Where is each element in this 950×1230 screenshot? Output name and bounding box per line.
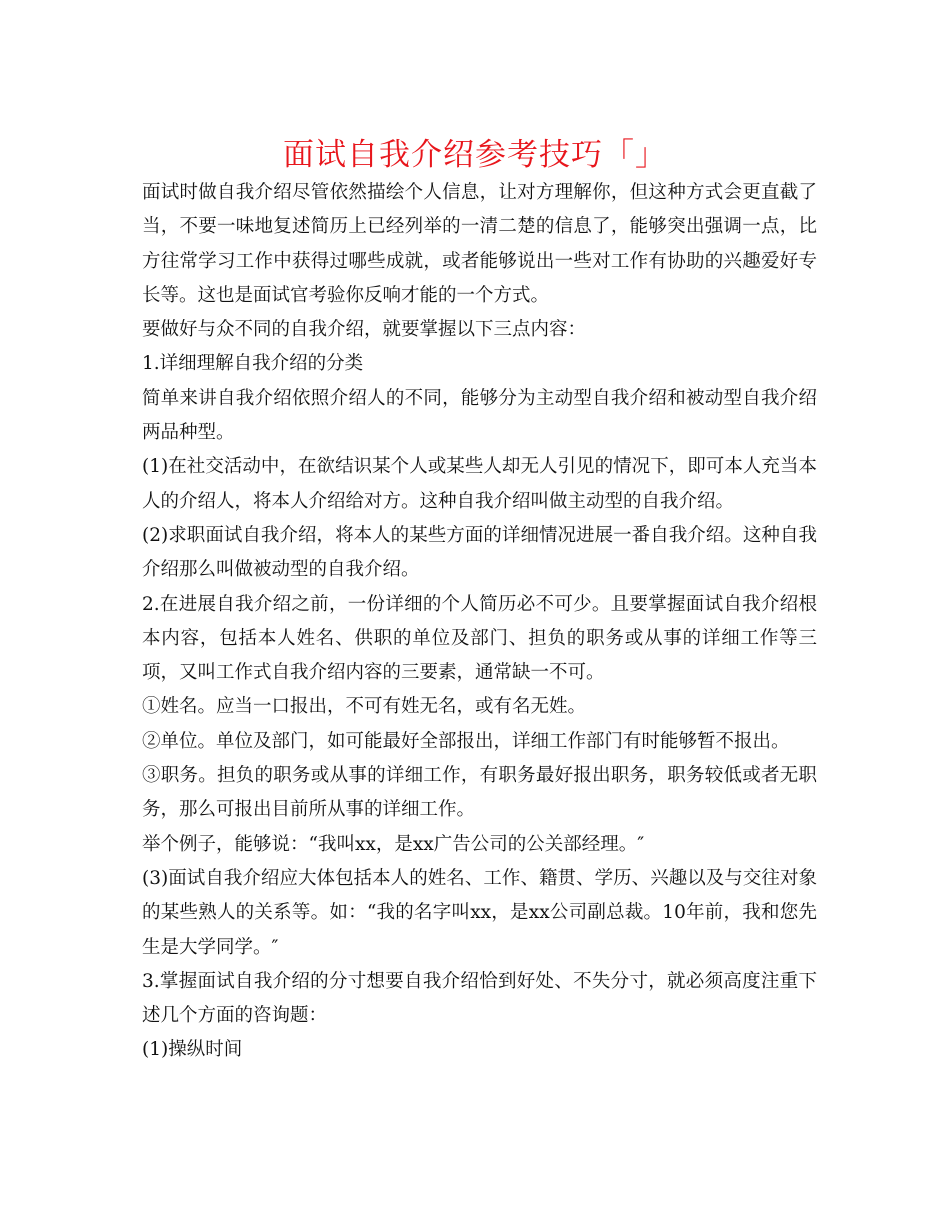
paragraph-active-type: (1)在社交活动中，在欲结识某个人或某些人却无人引见的情况下，即可本人充当本人的介绍人，将本人介绍给对方。这种自我介绍叫做主动型的自我介绍。 <box>142 456 817 512</box>
paragraph-passive-type: (2)求职面试自我介绍，将本人的某些方面的详细情况进展一番自我介绍。这种自我介绍那么叫做被动型的自我介绍。 <box>142 524 817 581</box>
paragraph-content-scope: (3)面试自我介绍应大体包括本人的姓名、工作、籍贯、学历、兴趣以及与交往对象的某些熟人的关系等。如：“我的名字叫xx，是xx公司副总裁。10年前，我和您先生是大学同学。″ <box>142 867 817 958</box>
heading-section-3: 3.掌握面试自我介绍的分寸想要自我介绍恰到好处、不失分寸，就必须高度注重下述几个方面的咨询题： <box>142 970 817 1027</box>
list-item-unit: ②单位。单位及部门，如可能最好全部报出，详细工作部门有时能够暂不报出。 <box>142 730 790 752</box>
subheading-control-time: (1)操纵时间 <box>142 1039 243 1061</box>
list-item-position: ③职务。担负的职务或从事的详细工作，有职务最好报出职务，职务较低或者无职务，那么可报出目前所从事的详细工作。 <box>142 765 817 821</box>
list-item-name: ①姓名。应当一口报出，不可有姓无名，或有名无姓。 <box>142 696 587 718</box>
paragraph-three-points: 要做好与众不同的自我介绍，就要掌握以下三点内容： <box>142 319 587 341</box>
paragraph-example: 举个例子，能够说：“我叫xx，是xx广告公司的公关部经理。″ <box>142 833 645 855</box>
document-title: 面试自我介绍参考技巧「」 <box>283 137 667 173</box>
document-body <box>142 176 817 1068</box>
heading-section-1: 1.详细理解自我介绍的分类 <box>142 353 364 375</box>
heading-section-2: 2.在进展自我介绍之前，一份详细的个人简历必不可少。且要掌握面试自我介绍根本内容，包括本人姓名、供职的单位及部门、担负的职务或从事的详细工作等三项，又叫工作式自我介绍内容的三要素，通常缺一不可。 <box>142 593 817 684</box>
paragraph-classification: 简单来讲自我介绍依照介绍人的不同，能够分为主动型自我介绍和被动型自我介绍两品种型。 <box>142 387 817 444</box>
paragraph-intro: 面试时做自我介绍尽管依然描绘个人信息，让对方理解你，但这种方式会更直截了当，不要一味地复述简历上已经列举的一清二楚的信息了，能够突出强调一点，比方往常学习工作中获得过哪些成就，或者能够说出一些对工作有协助的兴趣爱好专长等。这也是面试官考验你反响才能的一个方式。 <box>142 182 817 306</box>
